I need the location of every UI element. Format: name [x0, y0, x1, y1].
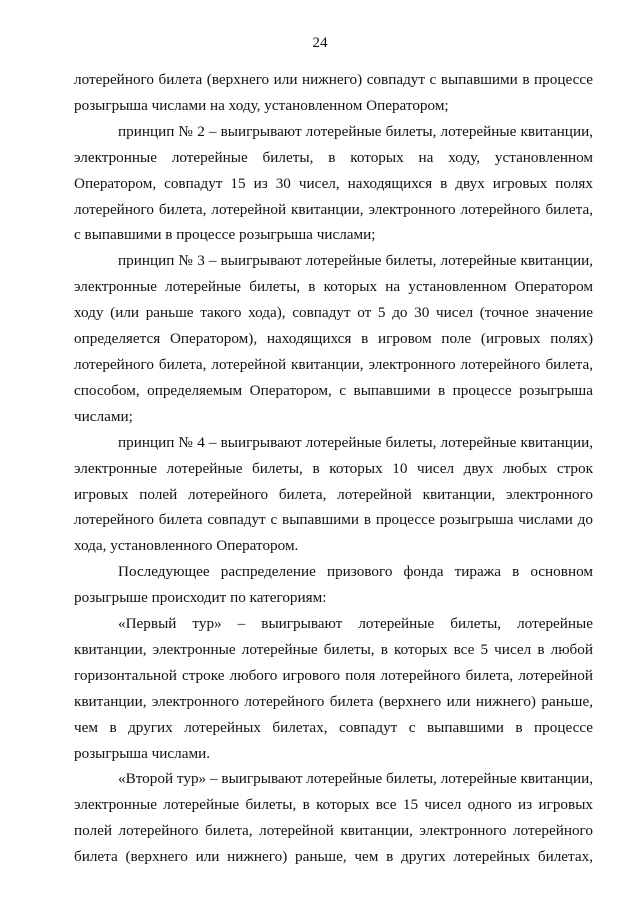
paragraph-principle-2: принцип № 2 – выигрывают лотерейные билеты, лотерейные квитанции, электронные лотерейные билеты, в которых на ходу, установленном Оператором, совпадут 15 из 30 чисел, находящихся в двух игровых полях лотерейного билета, лотерейной квитанции, электронного лотерейного билета, с выпавшими в процессе розыгрыша числами;: [74, 122, 593, 244]
paragraph-principle-3: принцип № 3 – выигрывают лотерейные билеты, лотерейные квитанции, электронные лотерейные билеты, в которых на установленном Оператором ходу (или раньше такого хода), совпадут от 5 до 30 чисел (точное значение определяется Оператором), находящихся в игровом поле (игровых полях) лотерейного билета, лотерейной квитанции, электронного лотерейного билета, способом, определяемым Оператором, с выпавшими в процессе розыгрыша числами;: [74, 252, 593, 425]
page-number: 24: [312, 34, 328, 51]
paragraph-prize-distribution: Последующее распределение призового фонда тиража в основном розыгрыше происходит по категориям:: [74, 563, 593, 607]
paragraph-principle-4: принцип № 4 – выигрывают лотерейные билеты, лотерейные квитанции, электронные лотерейные билеты, в которых 10 чисел двух любых строк игровых полей лотерейного билета, лотерейной квитанции, электронного лотерейного билета совпадут с выпавшими в процессе розыгрыша числами до хода, установленного Оператором.: [74, 433, 593, 555]
paragraph-continuation: лотерейного билета (верхнего или нижнего) совпадут с выпавшими в процессе розыгрыша числами на ходу, установленном Оператором;: [74, 71, 593, 114]
paragraph-second-round: «Второй тур» – выигрывают лотерейные билеты, лотерейные квитанции, электронные лотерейные билеты, в которых все 15 чисел одного из игровых полей лотерейного билета, лотерейной квитанции, электронного лотерейного билета (верхнего или нижнего) раньше, чем в других лотерейных билетах,: [74, 770, 593, 866]
paragraph-first-round: «Первый тур» – выигрывают лотерейные билеты, лотерейные квитанции, электронные лотерейные билеты, в которых все 5 чисел в любой горизонтальной строке любого игрового поля лотерейного билета, лотерейной квитанции, электронного лотерейного билета (верхнего или нижнего) раньше, чем в других лотерейных билетах, совпадут с выпавшими в процессе розыгрыша числами.: [74, 615, 593, 762]
document-body: [74, 67, 593, 870]
